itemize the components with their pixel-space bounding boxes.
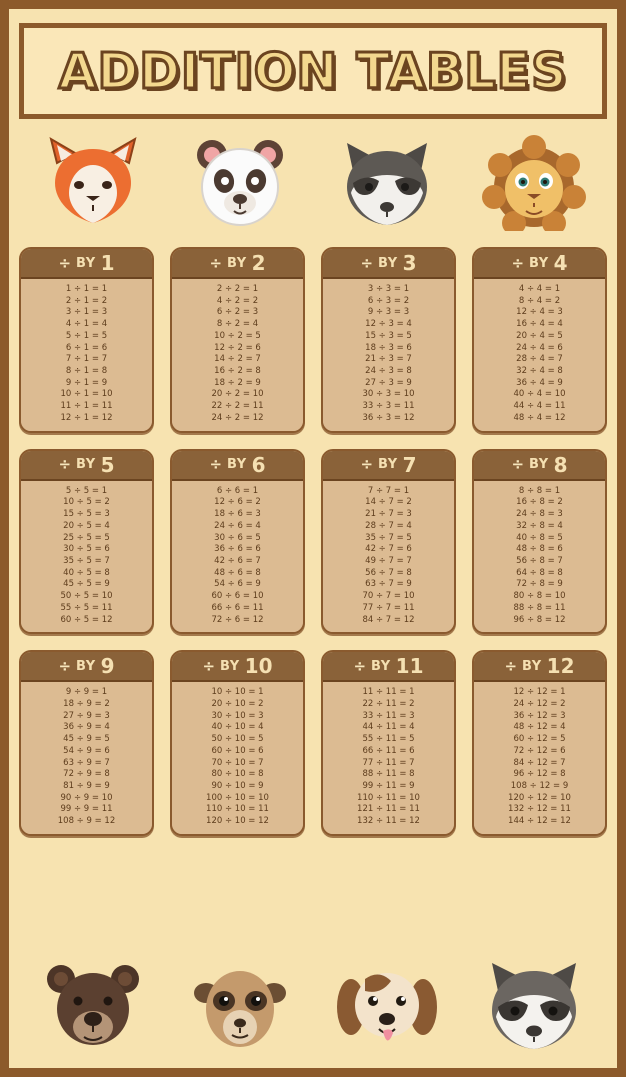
table-row: 72 ÷ 6 = 12 bbox=[211, 614, 264, 625]
table-card-body bbox=[172, 682, 303, 834]
table-row: 24 ÷ 4 = 6 bbox=[516, 342, 563, 353]
table-row: 6 ÷ 6 = 1 bbox=[216, 485, 259, 496]
table-row: 2 ÷ 2 = 1 bbox=[216, 284, 259, 294]
table-row: 99 ÷ 9 = 11 bbox=[60, 804, 113, 815]
table-card-header bbox=[323, 451, 454, 481]
table-row: 36 ÷ 6 = 6 bbox=[214, 544, 261, 555]
table-row: 81 ÷ 9 = 9 bbox=[63, 781, 110, 791]
table-card[interactable] bbox=[170, 449, 305, 635]
table-row: 24 ÷ 12 = 2 bbox=[513, 698, 566, 709]
table-row: 40 ÷ 8 = 5 bbox=[516, 532, 563, 543]
table-row: 9 ÷ 9 = 1 bbox=[65, 687, 108, 698]
table-row: 44 ÷ 11 = 4 bbox=[362, 722, 415, 733]
table-card-by-label: BY bbox=[522, 658, 542, 674]
table-card[interactable] bbox=[472, 247, 607, 433]
table-row: 70 ÷ 7 = 10 bbox=[362, 591, 415, 602]
table-row: 9 ÷ 3 = 3 bbox=[367, 307, 410, 318]
table-row: 49 ÷ 7 = 7 bbox=[365, 555, 412, 566]
tables-grid bbox=[19, 247, 607, 842]
table-card-header bbox=[21, 652, 152, 682]
table-row: 8 ÷ 4 = 2 bbox=[518, 295, 561, 306]
table-card-body bbox=[323, 481, 454, 633]
table-row: 24 ÷ 8 = 3 bbox=[516, 509, 563, 520]
table-row: 45 ÷ 9 = 5 bbox=[63, 734, 110, 745]
table-row: 42 ÷ 7 = 6 bbox=[365, 544, 412, 555]
table-row: 28 ÷ 4 = 7 bbox=[516, 354, 563, 365]
divide-icon: ÷ bbox=[58, 656, 72, 675]
table-row: 18 ÷ 3 = 6 bbox=[365, 342, 412, 353]
table-row: 121 ÷ 11 = 11 bbox=[357, 804, 420, 815]
table-row: 50 ÷ 5 = 10 bbox=[60, 591, 113, 602]
table-row: 6 ÷ 1 = 6 bbox=[65, 342, 108, 353]
table-card[interactable] bbox=[472, 449, 607, 635]
table-card[interactable] bbox=[321, 449, 456, 635]
table-row: 30 ÷ 3 = 10 bbox=[362, 389, 415, 400]
table-card-number: 12 bbox=[546, 654, 575, 679]
table-row: 88 ÷ 11 = 8 bbox=[362, 769, 415, 780]
table-row: 80 ÷ 8 = 10 bbox=[513, 591, 566, 602]
table-row: 18 ÷ 2 = 9 bbox=[214, 377, 261, 388]
table-row: 110 ÷ 11 = 10 bbox=[357, 792, 420, 803]
divide-icon: ÷ bbox=[511, 455, 525, 474]
table-row: 18 ÷ 9 = 2 bbox=[63, 698, 110, 709]
table-card-body bbox=[21, 481, 152, 633]
table-row: 48 ÷ 12 = 4 bbox=[513, 722, 566, 733]
table-row: 96 ÷ 8 = 12 bbox=[513, 614, 566, 625]
table-card-number: 7 bbox=[402, 452, 417, 477]
table-row: 132 ÷ 11 = 12 bbox=[357, 816, 420, 827]
table-card-number: 5 bbox=[100, 452, 115, 477]
table-row: 35 ÷ 7 = 5 bbox=[365, 532, 412, 543]
raccoon-face-icon-2 bbox=[478, 953, 590, 1053]
fox-face-icon bbox=[37, 131, 149, 231]
table-row: 10 ÷ 2 = 5 bbox=[214, 330, 261, 341]
table-row: 44 ÷ 4 = 11 bbox=[513, 401, 566, 412]
table-card-header bbox=[21, 451, 152, 481]
table-card-number: 6 bbox=[251, 452, 266, 477]
table-row: 60 ÷ 12 = 5 bbox=[513, 734, 566, 745]
table-row: 88 ÷ 8 = 11 bbox=[513, 602, 566, 613]
table-row: 132 ÷ 12 = 11 bbox=[508, 804, 571, 815]
table-row: 72 ÷ 8 = 9 bbox=[516, 579, 563, 590]
dog-face-icon bbox=[331, 953, 443, 1053]
title-frame bbox=[19, 23, 607, 119]
table-row: 42 ÷ 6 = 7 bbox=[214, 555, 261, 566]
table-row: 40 ÷ 4 = 10 bbox=[513, 389, 566, 400]
table-card-by-label: BY bbox=[76, 658, 96, 674]
table-card-body bbox=[172, 481, 303, 633]
table-row: 4 ÷ 4 = 1 bbox=[518, 284, 561, 294]
table-card-number: 10 bbox=[244, 654, 273, 679]
divide-icon: ÷ bbox=[58, 253, 72, 272]
panda-face-icon bbox=[184, 131, 296, 231]
table-card-body bbox=[21, 279, 152, 431]
table-row: 45 ÷ 5 = 9 bbox=[63, 579, 110, 590]
table-row: 63 ÷ 7 = 9 bbox=[365, 579, 412, 590]
table-row: 6 ÷ 2 = 3 bbox=[216, 307, 259, 318]
animal-row-top bbox=[19, 131, 607, 231]
table-card-body bbox=[474, 481, 605, 633]
table-row: 12 ÷ 6 = 2 bbox=[214, 497, 261, 508]
table-row: 66 ÷ 6 = 11 bbox=[211, 602, 264, 613]
divide-icon: ÷ bbox=[360, 253, 374, 272]
table-card-by-label: BY bbox=[220, 658, 240, 674]
page-title: ADDITION TABLES bbox=[58, 42, 568, 100]
table-row: 24 ÷ 3 = 8 bbox=[365, 366, 412, 377]
table-row: 80 ÷ 10 = 8 bbox=[211, 769, 264, 780]
table-row: 15 ÷ 3 = 5 bbox=[365, 330, 412, 341]
divide-icon: ÷ bbox=[360, 455, 374, 474]
table-row: 20 ÷ 5 = 4 bbox=[63, 520, 110, 531]
table-card[interactable] bbox=[19, 650, 154, 836]
table-card-number: 9 bbox=[100, 654, 115, 679]
table-row: 36 ÷ 3 = 12 bbox=[362, 412, 415, 423]
table-row: 10 ÷ 1 = 10 bbox=[60, 389, 113, 400]
table-row: 108 ÷ 9 = 12 bbox=[57, 816, 116, 827]
table-row: 22 ÷ 11 = 2 bbox=[362, 698, 415, 709]
table-card[interactable] bbox=[19, 449, 154, 635]
table-card-number: 3 bbox=[402, 251, 417, 275]
table-row: 16 ÷ 8 = 2 bbox=[516, 497, 563, 508]
table-card-header bbox=[323, 249, 454, 279]
table-row: 22 ÷ 2 = 11 bbox=[211, 401, 264, 412]
table-card-body bbox=[21, 682, 152, 834]
table-row: 64 ÷ 8 = 8 bbox=[516, 567, 563, 578]
table-row: 11 ÷ 1 = 11 bbox=[60, 401, 113, 412]
animal-row-bottom bbox=[19, 947, 607, 1059]
table-card-by-label: BY bbox=[227, 457, 247, 473]
table-row: 56 ÷ 8 = 7 bbox=[516, 555, 563, 566]
table-card-by-label: BY bbox=[378, 457, 398, 473]
table-row: 8 ÷ 8 = 1 bbox=[518, 485, 561, 496]
table-row: 40 ÷ 5 = 8 bbox=[63, 567, 110, 578]
table-card-by-label: BY bbox=[76, 457, 96, 473]
table-row: 72 ÷ 12 = 6 bbox=[513, 745, 566, 756]
table-card-number: 2 bbox=[251, 251, 266, 275]
divide-icon: ÷ bbox=[202, 656, 216, 675]
table-row: 3 ÷ 3 = 1 bbox=[367, 284, 410, 294]
table-row: 90 ÷ 9 = 10 bbox=[60, 792, 113, 803]
table-row: 24 ÷ 2 = 12 bbox=[211, 412, 264, 423]
table-row: 120 ÷ 10 = 12 bbox=[206, 816, 269, 827]
table-row: 9 ÷ 1 = 9 bbox=[65, 377, 108, 388]
table-row: 40 ÷ 10 = 4 bbox=[211, 722, 264, 733]
table-row: 14 ÷ 2 = 7 bbox=[214, 354, 261, 365]
lion-face-icon bbox=[478, 131, 590, 231]
table-card-header bbox=[172, 249, 303, 279]
table-row: 6 ÷ 3 = 2 bbox=[367, 295, 410, 306]
table-row: 5 ÷ 1 = 5 bbox=[65, 330, 108, 341]
table-card-number: 11 bbox=[395, 654, 424, 679]
table-row: 90 ÷ 10 = 9 bbox=[211, 781, 264, 791]
table-row: 15 ÷ 5 = 3 bbox=[63, 509, 110, 520]
table-row: 56 ÷ 7 = 8 bbox=[365, 567, 412, 578]
table-row: 12 ÷ 2 = 6 bbox=[214, 342, 261, 353]
table-row: 36 ÷ 12 = 3 bbox=[513, 710, 566, 721]
table-row: 8 ÷ 1 = 8 bbox=[65, 366, 108, 377]
table-row: 48 ÷ 6 = 8 bbox=[214, 567, 261, 578]
divide-icon: ÷ bbox=[511, 253, 525, 272]
table-card-body bbox=[474, 279, 605, 431]
table-row: 60 ÷ 6 = 10 bbox=[211, 591, 264, 602]
table-card-header bbox=[172, 652, 303, 682]
table-row: 10 ÷ 10 = 1 bbox=[211, 687, 264, 698]
table-row: 20 ÷ 4 = 5 bbox=[516, 330, 563, 341]
table-card-header bbox=[474, 451, 605, 481]
table-row: 21 ÷ 3 = 7 bbox=[365, 354, 412, 365]
table-row: 54 ÷ 9 = 6 bbox=[63, 745, 110, 756]
table-row: 8 ÷ 2 = 4 bbox=[216, 319, 259, 330]
table-row: 30 ÷ 10 = 3 bbox=[211, 710, 264, 721]
table-row: 27 ÷ 3 = 9 bbox=[365, 377, 412, 388]
table-row: 24 ÷ 6 = 4 bbox=[214, 520, 261, 531]
table-row: 55 ÷ 5 = 11 bbox=[60, 602, 113, 613]
table-row: 4 ÷ 2 = 2 bbox=[216, 295, 259, 306]
table-card[interactable] bbox=[170, 247, 305, 433]
table-card-by-label: BY bbox=[76, 255, 96, 271]
table-row: 54 ÷ 6 = 9 bbox=[214, 579, 261, 590]
table-card[interactable] bbox=[19, 247, 154, 433]
table-row: 20 ÷ 2 = 10 bbox=[211, 389, 264, 400]
divide-icon: ÷ bbox=[353, 656, 367, 675]
divide-icon: ÷ bbox=[504, 656, 518, 675]
table-row: 32 ÷ 4 = 8 bbox=[516, 366, 563, 377]
table-card-header bbox=[474, 249, 605, 279]
table-row: 12 ÷ 1 = 12 bbox=[60, 412, 113, 423]
raccoon-face-icon bbox=[331, 131, 443, 231]
table-row: 7 ÷ 7 = 1 bbox=[367, 485, 410, 496]
table-row: 50 ÷ 10 = 5 bbox=[211, 734, 264, 745]
table-row: 35 ÷ 5 = 7 bbox=[63, 555, 110, 566]
table-row: 48 ÷ 8 = 6 bbox=[516, 544, 563, 555]
divide-icon: ÷ bbox=[209, 455, 223, 474]
table-row: 36 ÷ 4 = 9 bbox=[516, 377, 563, 388]
table-row: 100 ÷ 10 = 10 bbox=[206, 792, 269, 803]
table-card-number: 1 bbox=[100, 251, 115, 275]
table-card[interactable] bbox=[170, 650, 305, 836]
divide-icon: ÷ bbox=[209, 253, 223, 272]
table-card[interactable] bbox=[321, 650, 456, 836]
table-card-body bbox=[172, 279, 303, 431]
table-row: 3 ÷ 1 = 3 bbox=[65, 307, 108, 318]
table-card[interactable] bbox=[472, 650, 607, 836]
table-row: 108 ÷ 12 = 9 bbox=[510, 781, 569, 791]
divide-icon: ÷ bbox=[58, 455, 72, 474]
table-row: 96 ÷ 12 = 8 bbox=[513, 769, 566, 780]
table-row: 21 ÷ 7 = 3 bbox=[365, 509, 412, 520]
table-row: 60 ÷ 10 = 6 bbox=[211, 745, 264, 756]
table-card-body bbox=[474, 682, 605, 834]
table-card-header bbox=[21, 249, 152, 279]
table-row: 84 ÷ 12 = 7 bbox=[513, 757, 566, 768]
table-row: 11 ÷ 11 = 1 bbox=[362, 687, 415, 698]
table-row: 1 ÷ 1 = 1 bbox=[65, 284, 108, 294]
table-card-header bbox=[323, 652, 454, 682]
table-card-body bbox=[323, 682, 454, 834]
table-row: 55 ÷ 11 = 5 bbox=[362, 734, 415, 745]
table-card-by-label: BY bbox=[227, 255, 247, 271]
table-row: 63 ÷ 9 = 7 bbox=[63, 757, 110, 768]
table-card-by-label: BY bbox=[371, 658, 391, 674]
table-row: 32 ÷ 8 = 4 bbox=[516, 520, 563, 531]
table-card-body bbox=[323, 279, 454, 431]
table-row: 12 ÷ 3 = 4 bbox=[365, 319, 412, 330]
table-card-header bbox=[172, 451, 303, 481]
table-row: 110 ÷ 10 = 11 bbox=[206, 804, 269, 815]
table-row: 30 ÷ 6 = 5 bbox=[214, 532, 261, 543]
table-row: 12 ÷ 4 = 3 bbox=[516, 307, 563, 318]
table-row: 33 ÷ 11 = 3 bbox=[362, 710, 415, 721]
table-row: 72 ÷ 9 = 8 bbox=[63, 769, 110, 780]
table-row: 99 ÷ 11 = 9 bbox=[362, 781, 415, 791]
table-card-by-label: BY bbox=[529, 255, 549, 271]
table-row: 66 ÷ 11 = 6 bbox=[362, 745, 415, 756]
table-card-by-label: BY bbox=[529, 457, 549, 473]
table-card-number: 4 bbox=[553, 251, 568, 275]
table-row: 5 ÷ 5 = 1 bbox=[65, 485, 108, 496]
table-row: 16 ÷ 4 = 4 bbox=[516, 319, 563, 330]
table-row: 60 ÷ 5 = 12 bbox=[60, 614, 113, 625]
table-row: 144 ÷ 12 = 12 bbox=[508, 816, 571, 827]
bear-face-icon bbox=[37, 953, 149, 1053]
table-row: 30 ÷ 5 = 6 bbox=[63, 544, 110, 555]
table-row: 18 ÷ 6 = 3 bbox=[214, 509, 261, 520]
table-row: 20 ÷ 10 = 2 bbox=[211, 698, 264, 709]
table-card-by-label: BY bbox=[378, 255, 398, 271]
table-row: 36 ÷ 9 = 4 bbox=[63, 722, 110, 733]
table-row: 7 ÷ 1 = 7 bbox=[65, 354, 108, 365]
table-row: 25 ÷ 5 = 5 bbox=[63, 532, 110, 543]
table-row: 70 ÷ 10 = 7 bbox=[211, 757, 264, 768]
table-row: 33 ÷ 3 = 11 bbox=[362, 401, 415, 412]
meerkat-face-icon bbox=[184, 953, 296, 1053]
table-row: 28 ÷ 7 = 4 bbox=[365, 520, 412, 531]
table-row: 120 ÷ 12 = 10 bbox=[508, 792, 571, 803]
table-row: 84 ÷ 7 = 12 bbox=[362, 614, 415, 625]
table-row: 2 ÷ 1 = 2 bbox=[65, 295, 108, 306]
table-row: 16 ÷ 2 = 8 bbox=[214, 366, 261, 377]
table-card-number: 8 bbox=[553, 452, 568, 477]
table-row: 48 ÷ 4 = 12 bbox=[513, 412, 566, 423]
table-row: 10 ÷ 5 = 2 bbox=[63, 497, 110, 508]
table-row: 12 ÷ 12 = 1 bbox=[513, 687, 566, 698]
table-row: 77 ÷ 7 = 11 bbox=[362, 602, 415, 613]
table-row: 14 ÷ 7 = 2 bbox=[365, 497, 412, 508]
table-card-header bbox=[474, 652, 605, 682]
table-row: 4 ÷ 1 = 4 bbox=[65, 319, 108, 330]
table-row: 27 ÷ 9 = 3 bbox=[63, 710, 110, 721]
table-row: 77 ÷ 11 = 7 bbox=[362, 757, 415, 768]
table-card[interactable] bbox=[321, 247, 456, 433]
